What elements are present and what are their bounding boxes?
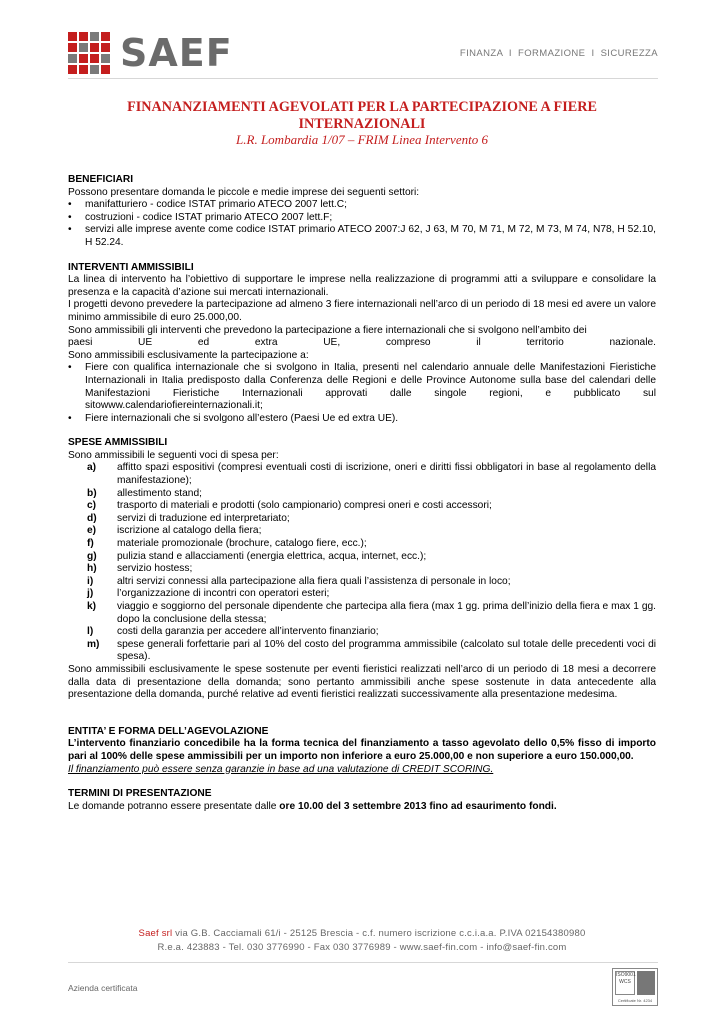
header-tagline: FINANZA I FORMAZIONE I SICUREZZA xyxy=(459,48,658,59)
list-item: j) l’organizzazione di incontri con operatori esteri; xyxy=(87,588,330,600)
beneficiari-intro: Possono presentare domanda le piccole e medie imprese dei seguenti settori: xyxy=(68,186,420,198)
paragraph: Sono ammissibili esclusivamente le spese sostenute per eventi fieristici realizzati nell’arco di un periodo di 18 mesi a decorrere dalla data di presentazione della domanda; sono pertanto ammissibili anche spese sostenute in data antecedente alla presentazione della domanda, purché relative ad eventi fieristici realizzati successivamente alla presentazione medesima. xyxy=(68,663,656,701)
list-item: b) allestimento stand; xyxy=(87,487,202,499)
interventi-heading: INTERVENTI AMMISSIBILI xyxy=(68,261,194,273)
beneficiari-heading: BENEFICIARI xyxy=(68,174,134,185)
footer-address: Saef srl via G.B. Cacciamali 61/i - 25125 Brescia - c.f. numero iscrizione c.c.i.a.a. P.IVA 02154380980 xyxy=(138,928,586,939)
list-item: • Fiere con qualifica internazionale che si svolgono in Italia, presenti nel calendario annuale delle Manifestazioni Fieristiche Internazionali in Italia predisposto dalla Conferenza delle Regioni e delle Province Autonome sulla base del calendari delle Manifestazioni Fieristiche Internazionali approvati dalle singole regioni, e pubblicato sul sitowww.calendariofiereinternazionali.it; xyxy=(68,362,656,412)
list-item: i) altri servizi connessi alla partecipazione alla fiera quali l’assistenza di personale in loco; xyxy=(87,575,511,587)
certification-label: Azienda certificata xyxy=(68,983,138,993)
title-line-1: FINANANZIAMENTI AGEVOLATI PER LA PARTECIPAZIONE A FIERE xyxy=(127,99,597,115)
entita-heading: ENTITA’ E FORMA DELL’AGEVOLAZIONE xyxy=(68,725,269,737)
certification-badge-icon: ISO9001 WCS Certificate Nr. 4234 xyxy=(612,968,658,1006)
list-item: f) materiale promozionale (brochure, catalogo fiere, ecc.); xyxy=(87,538,367,550)
spese-intro: Sono ammissibili le seguenti voci di spesa per: xyxy=(68,449,279,461)
list-item: e) iscrizione al catalogo della fiera; xyxy=(87,525,262,537)
paragraph: Sono ammissibili esclusivamente la partecipazione a: xyxy=(68,349,309,361)
paragraph: Sono ammissibili gli interventi che prevedono la partecipazione a fiere internazionali che si svolgono nell’ambito dei xyxy=(68,324,587,336)
paragraph: Le domande potranno essere presentate dalle ore 10.00 del 3 settembre 2013 fino ad esaurimento fondi. xyxy=(68,800,557,812)
header-divider xyxy=(68,78,658,79)
document-subtitle: L.R. Lombardia 1/07 – FRIM Linea Intervento 6 xyxy=(236,132,488,147)
list-item: l) costi della garanzia per accedere all’intervento finanziario; xyxy=(87,626,379,638)
paragraph: La linea di intervento ha l’obiettivo di supportare le imprese nella realizzazione di programmi atti a sviluppare e consolidare la presenza e la capacità d’azione sui mercati internazionali. xyxy=(68,274,656,298)
paragraph-justified-line: paesi UE ed extra UE, compreso il territorio nazionale. xyxy=(68,337,656,349)
document-title xyxy=(68,99,656,133)
termini-heading: TERMINI DI PRESENTAZIONE xyxy=(68,788,212,800)
document-body xyxy=(68,174,656,813)
saef-logo xyxy=(68,32,233,74)
list-item: • Fiere internazionali che si svolgono all’estero (Paesi Ue ed extra UE). xyxy=(68,412,399,424)
list-item: m) spese generali forfettarie pari al 10% del costo del programma ammissibile (calcolato sul totale delle precedenti voci di spesa). xyxy=(87,638,656,663)
list-item: k) viaggio e soggiorno del personale dipendente che partecipa alla fiera (max 1 gg. prima dell’inizio della fiera e max 1 gg. dopo la conclusione della stessa; xyxy=(87,601,656,625)
list-item: • costruzioni - codice ISTAT primario ATECO 2007 lett.F; xyxy=(68,211,333,223)
credit-scoring-note: Il finanziamento può essere senza garanzie in base ad una valutazione di CREDIT SCORING. xyxy=(68,763,494,775)
logo-text: SAEF xyxy=(120,31,233,75)
footer-divider xyxy=(68,962,658,963)
spese-list xyxy=(68,462,656,664)
list-item: • servizi alle imprese avente come codice ISTAT primario ATECO 2007:J 62, J 63, M 70, M 71, M 72, M 73, M 74, N78, H 52.10, H 52.24. xyxy=(68,224,656,248)
title-line-2: INTERNAZIONALI xyxy=(298,116,426,132)
list-item: h) servizio hostess; xyxy=(87,563,193,575)
list-item: g) pulizia stand e allacciamenti (energia elettrica, acqua, internet, ecc.); xyxy=(87,550,427,562)
logo-mark-icon xyxy=(68,32,110,74)
list-item: c) trasporto di materiali e prodotti (solo campionario) compresi oneri e costi accessori; xyxy=(87,500,492,512)
list-item: d) servizi di traduzione ed interpretariato; xyxy=(87,512,290,524)
footer-contacts: R.e.a. 423883 - Tel. 030 3776990 - Fax 030 3776989 - www.saef-fin.com - info@saef-fin.com xyxy=(157,942,567,953)
paragraph: L’intervento finanziario concedibile ha la forma tecnica del finanziamento a tasso agevolato dello 0,5% fisso di importo pari al 100% delle spese ammissibili per un importo non inferiore a euro 25.000,00 e non superiore a euro 150.000,00. xyxy=(68,738,656,762)
list-item: • manifatturiero - codice ISTAT primario ATECO 2007 lett.C; xyxy=(68,199,347,211)
spese-heading: SPESE AMMISSIBILI xyxy=(68,437,168,449)
list-item: a) affitto spazi espositivi (compresi eventuali costi di iscrizione, oneri e diritti fissi obbligatori in base al regolamento della manifestazione); xyxy=(87,462,656,487)
paragraph: I progetti devono prevedere la partecipazione ad almeno 3 fiere internazionali nell’arco di un periodo di 18 mesi ed avere un valore minimo ammissibile di euro 25.000,00. xyxy=(68,299,656,323)
